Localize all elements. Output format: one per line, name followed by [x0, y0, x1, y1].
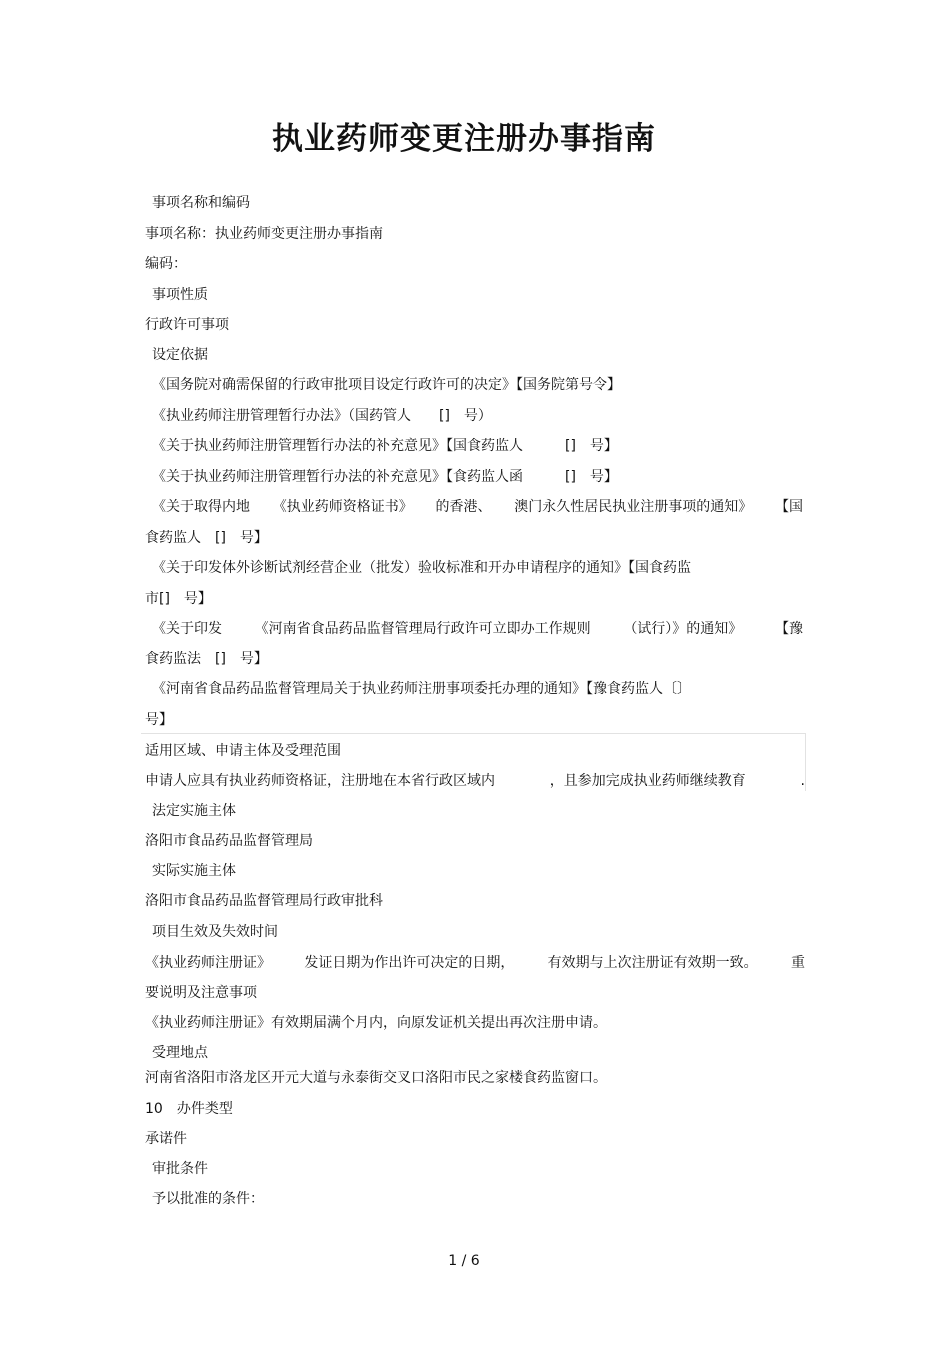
basis-line: 《河南省食品药品监督管理局关于执业药师注册事项委托办理的通知》【豫食药监人〔〕: [152, 681, 691, 697]
page-title: 执业药师变更注册办事指南: [272, 121, 656, 157]
basis-line-justified: [152, 497, 803, 517]
text-segment: 澳门永久性居民执业注册事项的通知》: [514, 499, 753, 515]
conditions-line: 予以批准的条件：: [152, 1191, 264, 1207]
basis-line-continued: 食药监人 [] 号】: [145, 530, 268, 546]
scope-line-justified: [145, 771, 805, 791]
actual-body-line: 洛阳市食品药品监督管理局行政审批科: [145, 893, 383, 909]
basis-line: 《关于执业药师注册管理暂行办法的补充意见》【食药监人函 [] 号】: [152, 469, 618, 485]
text-segment: 【国: [775, 499, 803, 515]
text-segment: .: [800, 773, 805, 789]
basis-line: 《执业药师注册管理暂行办法》（国药管人 [] 号）: [152, 408, 492, 424]
notes-line: 《执业药师注册证》有效期届满个月内，向原发证机关提出再次注册申请。: [145, 1015, 607, 1031]
basis-line: 《国务院对确需保留的行政审批项目设定行政许可的决定》【国务院第号令】: [152, 377, 621, 393]
section-heading-actual-body: 实际实施主体: [152, 863, 236, 879]
basis-line-justified: [152, 619, 803, 639]
basis-line-continued: 市[] 号】: [145, 591, 212, 607]
location-line: 河南省洛阳市洛龙区开元大道与永泰街交叉口洛阳市民之家楼食药监窗口。: [145, 1070, 607, 1086]
text-segment: 重: [790, 955, 805, 971]
nature-line: 行政许可事项: [145, 317, 229, 333]
text-segment: 【豫: [774, 621, 803, 637]
item-name-line: 事项名称：执业药师变更注册办事指南: [145, 226, 383, 242]
section-heading-conditions: 审批条件: [152, 1161, 208, 1177]
text-segment: 的香港、: [435, 499, 492, 515]
case-type-line: 承诺件: [145, 1131, 187, 1147]
text-segment: 《执业药师资格证书》: [272, 499, 413, 515]
legal-body-line: 洛阳市食品药品监督管理局: [145, 833, 313, 849]
page-number: 1 / 6: [448, 1253, 480, 1269]
section-heading-basis: 设定依据: [152, 347, 208, 363]
text-segment: 《关于取得内地: [152, 499, 250, 515]
code-line: 编码：: [145, 256, 187, 272]
section-heading-location: 受理地点: [152, 1045, 208, 1061]
section-heading-scope: 适用区域、申请主体及受理范围: [145, 743, 341, 759]
section-heading-legal-body: 法定实施主体: [152, 803, 236, 819]
basis-line-continued: 食药监法 [] 号】: [145, 651, 268, 667]
text-segment: 申请人应具有执业药师资格证，注册地在本省行政区域内: [145, 773, 495, 789]
text-segment: 《执业药师注册证》: [145, 955, 271, 971]
text-segment: 发证日期为作出许可决定的日期，: [304, 955, 515, 971]
text-segment: 有效期与上次注册证有效期一致。: [547, 955, 758, 971]
text-segment: ，且参加完成执业药师继续教育: [549, 773, 746, 789]
basis-line: 《关于执业药师注册管理暂行办法的补充意见》【国食药监人 [] 号】: [152, 438, 618, 454]
section-heading-case-type: 10 办件类型: [145, 1101, 233, 1117]
section-heading-nature: 事项性质: [152, 287, 208, 303]
section-heading-item-name: 事项名称和编码: [152, 195, 250, 211]
section-heading-notes: 要说明及注意事项: [145, 985, 257, 1001]
basis-line-continued: 号】: [145, 712, 173, 728]
text-segment: （试行）》的通知》: [623, 621, 743, 637]
section-heading-validity: 项目生效及失效时间: [152, 924, 278, 940]
basis-line: 《关于印发体外诊断试剂经营企业（批发）验收标准和开办申请程序的通知》【国食药监: [152, 560, 691, 576]
text-segment: 《关于印发: [152, 621, 222, 637]
validity-line-justified: [145, 953, 805, 973]
text-segment: 《河南省食品药品监督管理局行政许可立即办工作规则: [254, 621, 591, 637]
